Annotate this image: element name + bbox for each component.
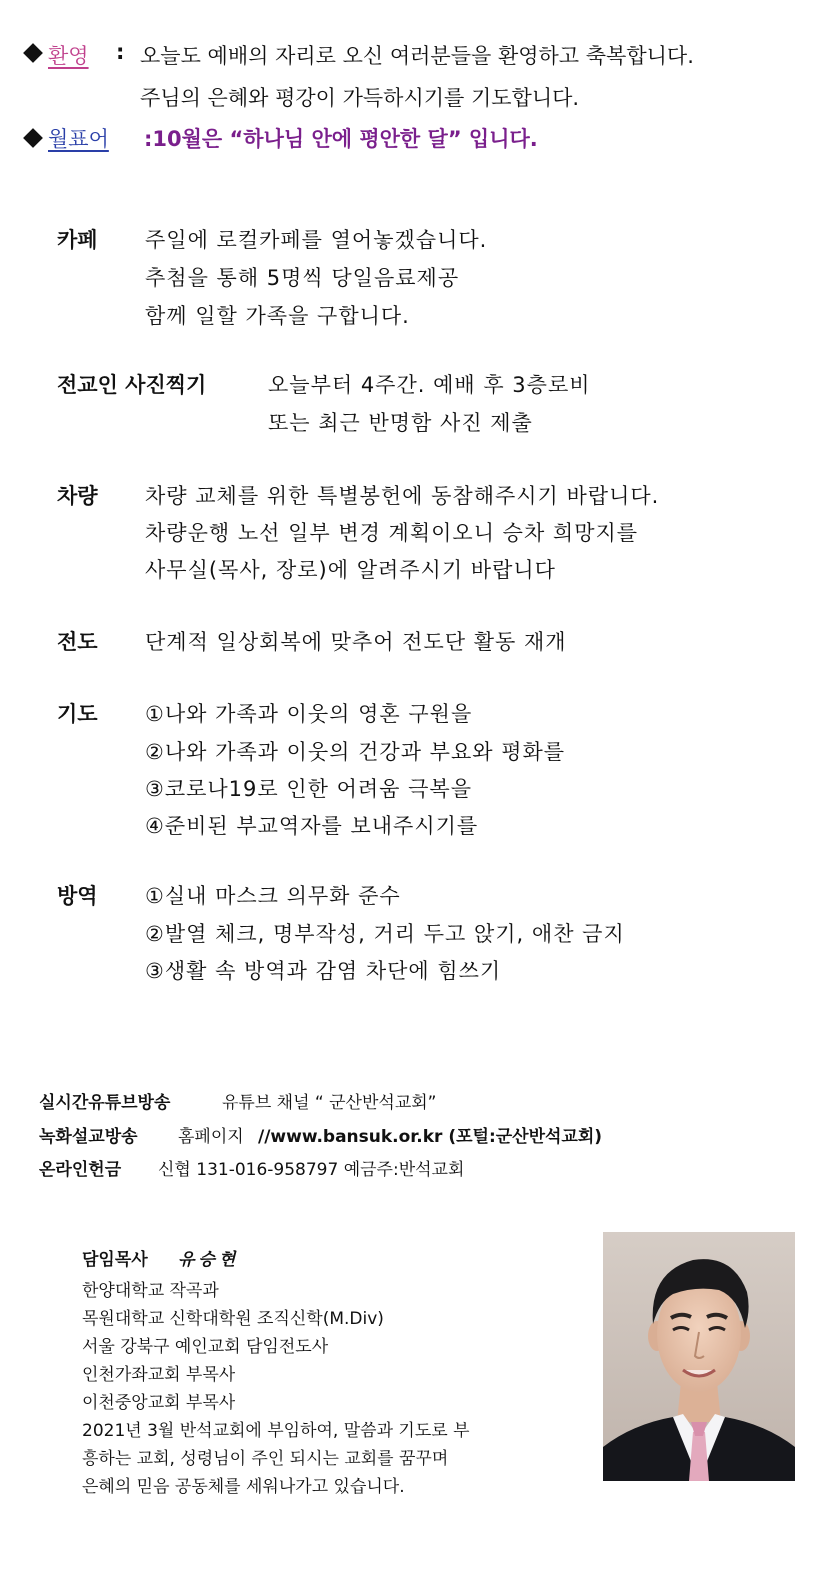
pastor-bio-line: 목원대학교 신학대학원 조직신학(M.Div) [82,1309,384,1329]
welcome-colon: : [116,40,125,64]
pastor-bio-line: 2021년 3월 반석교회에 부임하여, 말씀과 기도로 부 [82,1421,470,1441]
youtube-text: 유튜브 채널 “ 군산반석교회” [222,1093,437,1113]
sermon-url-link[interactable]: //www.bansuk.or.kr (포털:군산반석교회) [258,1127,603,1147]
quarantine-line: ②발열 체크, 명부작성, 거리 두고 앉기, 애찬 금지 [145,922,625,946]
quarantine-line: ①실내 마스크 의무화 준수 [145,884,401,908]
pastor-title: 담임목사 [82,1250,148,1270]
prayer-line: ③코로나19로 인한 어려움 극복을 [145,777,473,801]
pastor-name: 유승현 [178,1250,240,1270]
cafe-line: 함께 일할 가족을 구합니다. [145,304,410,328]
pastor-bio-line: 한양대학교 작곡과 [82,1281,219,1301]
offering-label: 온라인헌금 [39,1160,122,1180]
pastor-bio-line: 이천중앙교회 부목사 [82,1393,236,1413]
offering-text: 신협 131-016-958797 예금주:반석교회 [158,1160,465,1180]
sermon-label: 녹화설교방송 [39,1127,138,1147]
motto-text: :10월은 “하나님 안에 평안한 달” 입니다. [144,127,538,151]
welcome-line-1: 오늘도 예배의 자리로 오신 여러분들을 환영하고 축복합니다. [140,44,694,68]
vehicle-line: 차량운행 노선 일부 변경 계획이오니 승차 희망지를 [145,521,639,545]
prayer-line: ①나와 가족과 이웃의 영혼 구원을 [145,702,473,726]
photo-line: 또는 최근 반명함 사진 제출 [268,411,533,435]
pastor-portrait-photo [603,1232,795,1481]
vehicle-line: 사무실(목사, 장로)에 알려주시기 바랍니다 [145,558,556,582]
pastor-bio-line: 흥하는 교회, 성령님이 주인 되시는 교회를 꿈꾸며 [82,1449,449,1469]
prayer-label: 기도 [57,702,98,726]
prayer-line: ④준비된 부교역자를 보내주시기를 [145,814,479,838]
prayer-line: ②나와 가족과 이웃의 건강과 부요와 평화를 [145,740,566,764]
diamond-bullet-icon [23,43,43,63]
welcome-line-2: 주님의 은혜와 평강이 가득하시기를 기도합니다. [140,86,580,110]
quarantine-line: ③생활 속 방역과 감염 차단에 힘쓰기 [145,959,502,983]
sermon-text-plain: 홈페이지 [178,1127,244,1147]
cafe-label: 카페 [57,228,98,252]
evangelism-label: 전도 [57,630,98,654]
quarantine-label: 방역 [57,884,98,908]
youtube-label: 실시간유튜브방송 [39,1093,171,1113]
pastor-bio-line: 은혜의 믿음 공동체를 세워나가고 있습니다. [82,1477,405,1497]
pastor-bio-line: 서울 강북구 예인교회 담임전도사 [82,1337,329,1357]
motto-label: 월표어 [48,127,109,151]
vehicle-label: 차량 [57,484,98,508]
pastor-bio-line: 인천가좌교회 부목사 [82,1365,236,1385]
cafe-line: 주일에 로컬카페를 열어놓겠습니다. [145,228,488,252]
cafe-line: 추첨을 통해 5명씩 당일음료제공 [145,266,460,290]
photo-label: 전교인 사진찍기 [57,373,207,397]
vehicle-line: 차량 교체를 위한 특별봉헌에 동참해주시기 바랍니다. [145,484,660,508]
diamond-bullet-icon [23,128,43,148]
welcome-label: 환영 [48,44,89,68]
evangelism-line: 단계적 일상회복에 맞추어 전도단 활동 재개 [145,630,567,654]
photo-line: 오늘부터 4주간. 예배 후 3층로비 [268,373,591,397]
